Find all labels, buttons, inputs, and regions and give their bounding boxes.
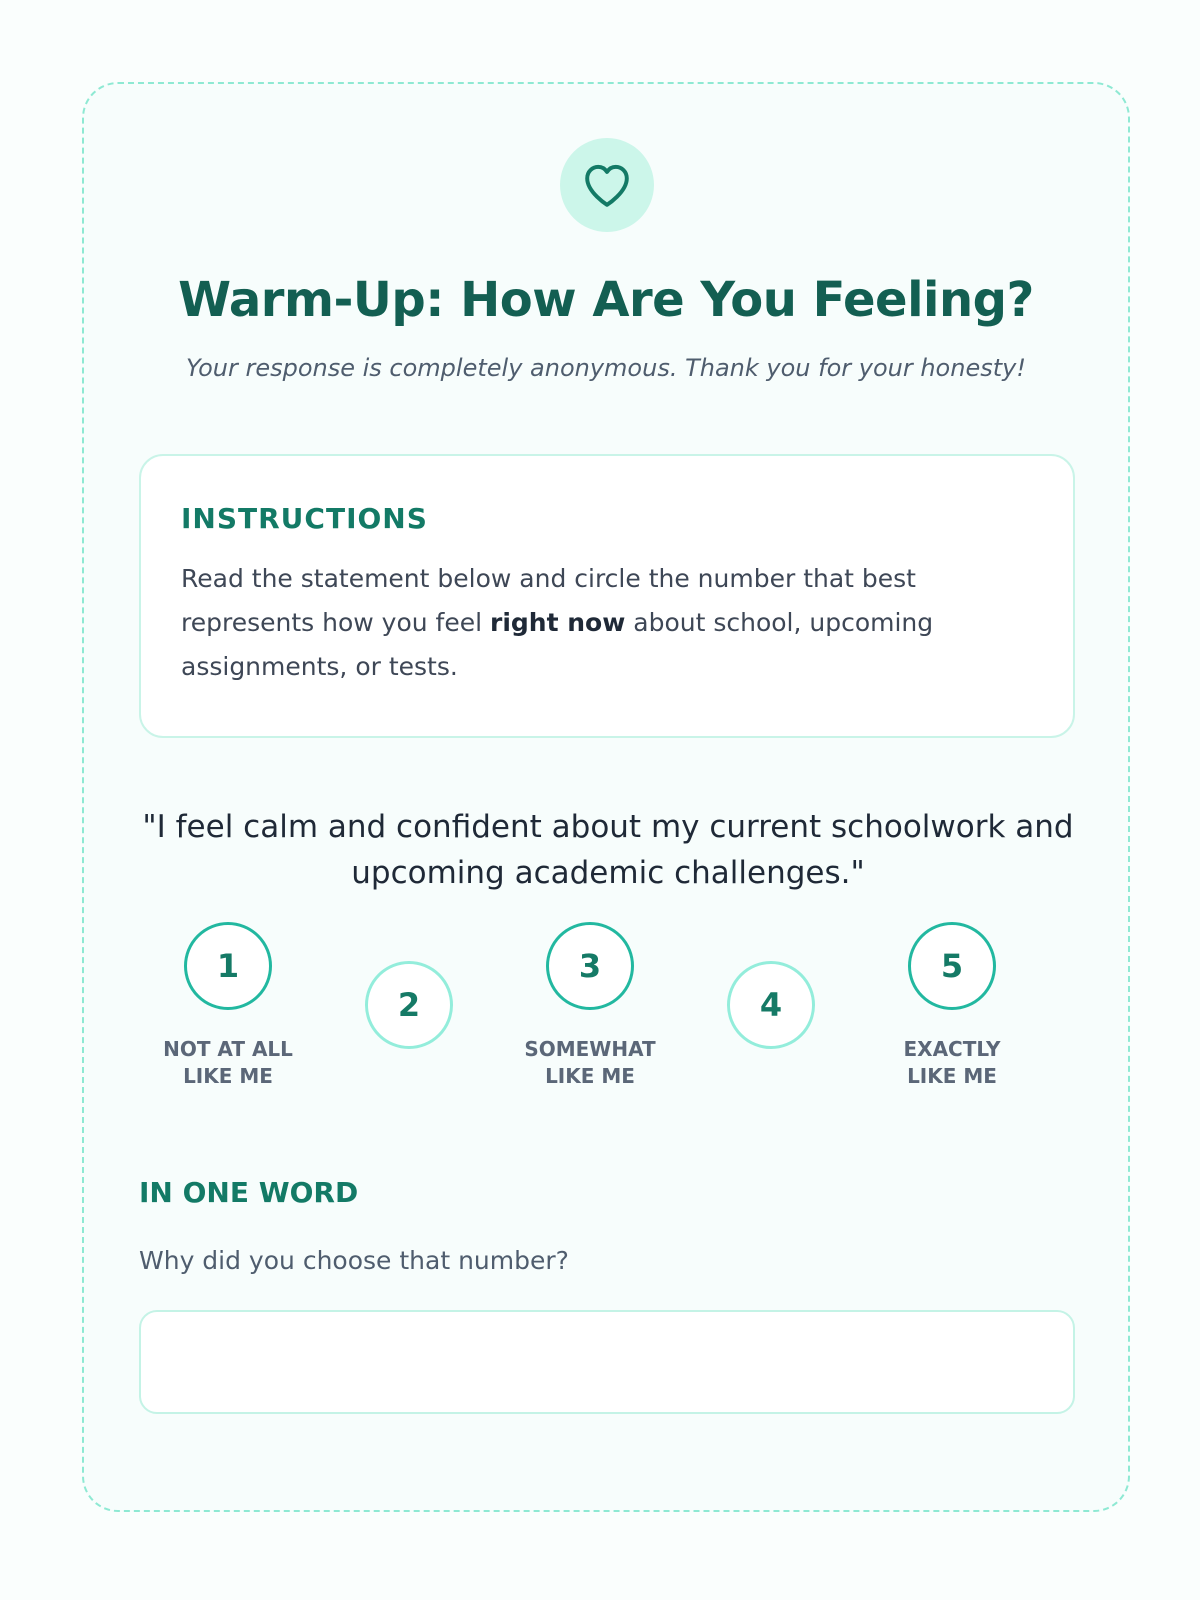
scale-label-3: [490, 1036, 690, 1090]
scale-option-1: [128, 922, 328, 1090]
scale-label-line: LIKE ME: [907, 1064, 997, 1088]
one-word-heading: IN ONE WORD: [139, 1176, 359, 1209]
instructions-box: [139, 454, 1075, 738]
instructions-text-part: about school, upcoming assignments, or tests.: [181, 608, 934, 681]
instructions-heading: INSTRUCTIONS: [181, 502, 428, 535]
scale-circle-4[interactable]: 4: [727, 961, 815, 1049]
scale-label-5: [852, 1036, 1052, 1090]
scale-label-line: LIKE ME: [545, 1064, 635, 1088]
scale-option-2: [309, 961, 509, 1049]
statement-text: "I feel calm and confident about my current schoolwork and upcoming academic challenges.": [142, 809, 1074, 891]
scale-label-line: EXACTLY: [903, 1037, 1001, 1061]
scale-label-line: SOMEWHAT: [524, 1037, 656, 1061]
scale-circle-5[interactable]: 5: [908, 922, 996, 1010]
instructions-text-part: Read the statement below and circle the number that best represents how you feel: [181, 564, 916, 637]
instructions-emphasis: right now: [489, 608, 626, 637]
heart-icon: [582, 162, 632, 208]
page-title: Warm-Up: How Are You Feeling?: [178, 272, 1034, 328]
scale-option-5: [852, 922, 1052, 1090]
heart-icon-badge: [560, 138, 654, 232]
scale-option-4: [671, 961, 871, 1049]
scale-label-line: NOT AT ALL: [163, 1037, 293, 1061]
one-word-input[interactable]: [139, 1310, 1075, 1414]
instructions-text: [181, 557, 961, 689]
one-word-question: Why did you choose that number?: [139, 1246, 569, 1275]
scale-label-line: LIKE ME: [183, 1064, 273, 1088]
page-subtitle: Your response is completely anonymous. Thank you for your honesty!: [186, 354, 1026, 382]
warm-up-card: [82, 82, 1130, 1512]
scale-circle-2[interactable]: 2: [365, 961, 453, 1049]
scale-label-1: [128, 1036, 328, 1090]
scale-option-3: [490, 922, 690, 1090]
scale-circle-3[interactable]: 3: [546, 922, 634, 1010]
scale-circle-1[interactable]: 1: [184, 922, 272, 1010]
